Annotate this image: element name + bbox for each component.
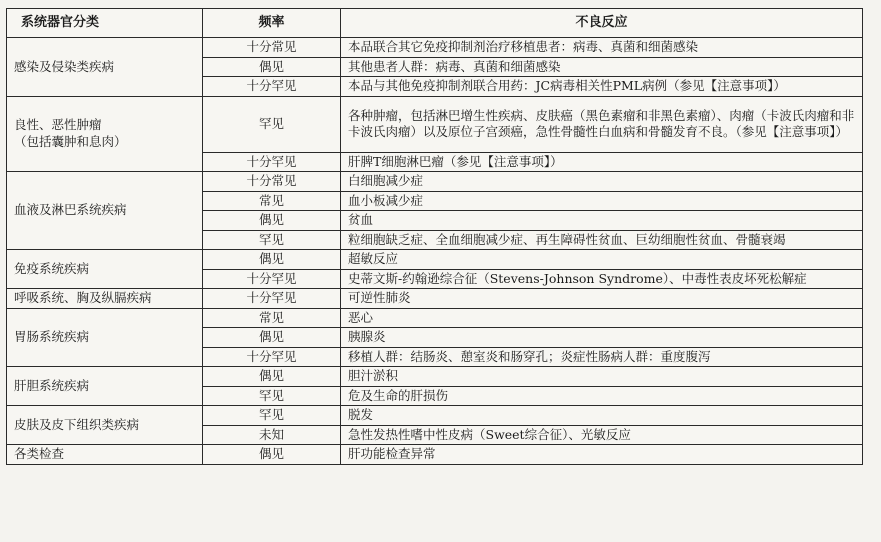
system-label: 皮肤及皮下组织类疾病 bbox=[14, 416, 140, 432]
frequency-cell: 偶见 bbox=[203, 445, 341, 465]
adverse-cell: 脱发 bbox=[341, 406, 863, 426]
adverse-reactions-table bbox=[6, 8, 863, 465]
adverse-cell: 肝脾T细胞淋巴瘤（参见【注意事项】） bbox=[341, 152, 863, 172]
system-cell bbox=[7, 96, 203, 172]
system-cell bbox=[7, 250, 203, 289]
system-cell bbox=[7, 367, 203, 406]
table-row bbox=[7, 289, 863, 309]
frequency-cell: 罕见 bbox=[203, 406, 341, 426]
frequency-cell: 常见 bbox=[203, 308, 341, 328]
frequency-cell: 偶见 bbox=[203, 367, 341, 387]
system-label: 感染及侵染类疾病 bbox=[14, 58, 115, 74]
frequency-cell: 未知 bbox=[203, 425, 341, 445]
system-cell bbox=[7, 406, 203, 445]
table-row bbox=[7, 172, 863, 192]
frequency-cell: 偶见 bbox=[203, 250, 341, 270]
system-label: 血液及淋巴系统疾病 bbox=[14, 202, 127, 218]
adverse-cell: 可逆性肺炎 bbox=[341, 289, 863, 309]
system-label: 良性、恶性肿瘤 bbox=[14, 117, 102, 133]
header-system: 系统器官分类 bbox=[7, 9, 203, 38]
table-row bbox=[7, 250, 863, 270]
table-row bbox=[7, 38, 863, 58]
frequency-cell: 偶见 bbox=[203, 57, 341, 77]
adverse-cell: 肝功能检查异常 bbox=[341, 445, 863, 465]
system-cell bbox=[7, 289, 203, 309]
adverse-cell: 胆汁淤积 bbox=[341, 367, 863, 387]
adverse-cell: 粒细胞缺乏症、全血细胞减少症、再生障碍性贫血、巨幼细胞性贫血、骨髓衰竭 bbox=[341, 230, 863, 250]
system-label: 各类检查 bbox=[14, 446, 65, 461]
frequency-cell: 罕见 bbox=[203, 96, 341, 152]
table-row bbox=[7, 96, 863, 152]
system-cell bbox=[7, 445, 203, 465]
system-sublabel: （包括囊肿和息肉） bbox=[14, 133, 127, 149]
adverse-cell: 血小板减少症 bbox=[341, 191, 863, 211]
frequency-cell: 十分罕见 bbox=[203, 152, 341, 172]
frequency-cell: 十分常见 bbox=[203, 172, 341, 192]
frequency-cell: 十分罕见 bbox=[203, 77, 341, 97]
adverse-cell: 胰腺炎 bbox=[341, 328, 863, 348]
header-row bbox=[7, 9, 863, 38]
adverse-cell: 各种肿瘤，包括淋巴增生性疾病、皮肤癌（黑色素瘤和非黑色素瘤）、肉瘤（卡波氏肉瘤和非卡波氏肉瘤）以及原位子宫颈癌，急性骨髓性白血病和骨髓发育不良。（参见【注意事项】） bbox=[341, 96, 863, 152]
frequency-cell: 十分罕见 bbox=[203, 289, 341, 309]
table-row bbox=[7, 308, 863, 328]
adverse-cell: 史蒂文斯-约翰逊综合征（Stevens-Johnson Syndrome）、中毒性表皮坏死松解症 bbox=[341, 269, 863, 289]
table-row bbox=[7, 445, 863, 465]
system-cell bbox=[7, 308, 203, 367]
system-cell bbox=[7, 172, 203, 250]
adverse-cell: 危及生命的肝损伤 bbox=[341, 386, 863, 406]
frequency-cell: 十分罕见 bbox=[203, 269, 341, 289]
table-row bbox=[7, 406, 863, 426]
frequency-cell: 偶见 bbox=[203, 211, 341, 231]
frequency-cell: 十分常见 bbox=[203, 38, 341, 58]
header-adverse-reaction: 不良反应 bbox=[341, 9, 863, 38]
table-row bbox=[7, 367, 863, 387]
frequency-cell: 常见 bbox=[203, 191, 341, 211]
frequency-cell: 十分罕见 bbox=[203, 347, 341, 367]
system-cell bbox=[7, 38, 203, 97]
system-label: 胃肠系统疾病 bbox=[14, 329, 90, 344]
adverse-cell: 急性发热性嗜中性皮病（Sweet综合征）、光敏反应 bbox=[341, 425, 863, 445]
adverse-cell: 移植人群：结肠炎、憩室炎和肠穿孔；炎症性肠病人群：重度腹泻 bbox=[341, 347, 863, 367]
adverse-cell: 本品联合其它免疫抑制剂治疗移植患者：病毒、真菌和细菌感染 bbox=[341, 38, 863, 58]
system-label: 免疫系统疾病 bbox=[14, 260, 90, 276]
adverse-cell: 贫血 bbox=[341, 211, 863, 231]
frequency-cell: 罕见 bbox=[203, 386, 341, 406]
adverse-cell: 白细胞减少症 bbox=[341, 172, 863, 192]
header-frequency: 频率 bbox=[203, 9, 341, 38]
system-label: 肝胆系统疾病 bbox=[14, 377, 90, 393]
frequency-cell: 罕见 bbox=[203, 230, 341, 250]
adverse-cell: 本品与其他免疫抑制剂联合用药：JC病毒相关性PML病例（参见【注意事项】） bbox=[341, 77, 863, 97]
frequency-cell: 偶见 bbox=[203, 328, 341, 348]
system-label: 呼吸系统、胸及纵膈疾病 bbox=[14, 290, 152, 305]
adverse-cell: 其他患者人群：病毒、真菌和细菌感染 bbox=[341, 57, 863, 77]
adverse-cell: 恶心 bbox=[341, 308, 863, 328]
adverse-cell: 超敏反应 bbox=[341, 250, 863, 270]
